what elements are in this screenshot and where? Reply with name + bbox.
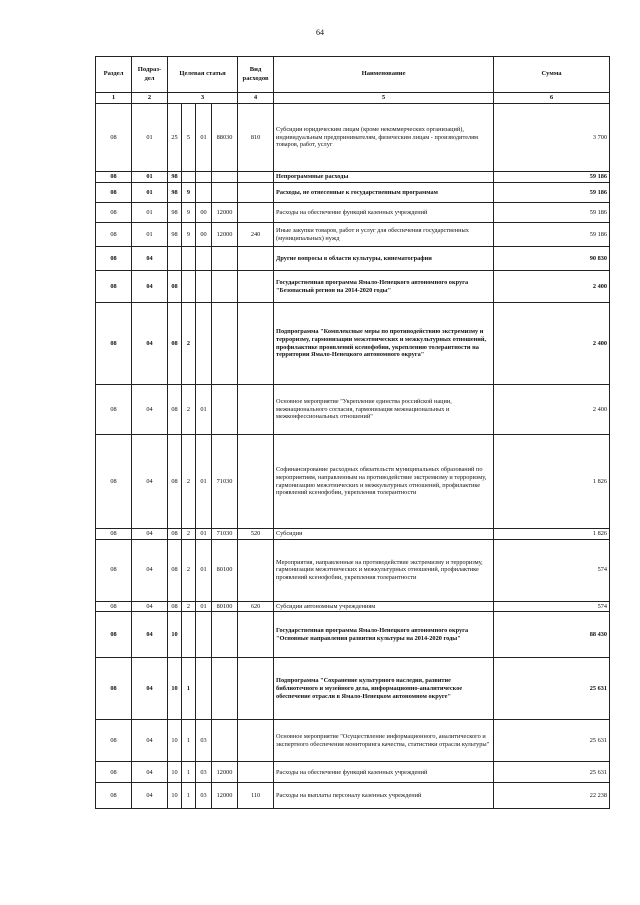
expense-type-cell: 240 — [238, 223, 274, 247]
expense-type-cell — [238, 183, 274, 203]
expense-type-cell — [238, 762, 274, 783]
table-row — [96, 223, 610, 247]
sum-cell: 574 — [494, 539, 610, 601]
target-measure-cell: 03 — [196, 762, 212, 783]
target-program-cell: 98 — [168, 172, 182, 183]
target-program-cell: 08 — [168, 601, 182, 612]
target-direction-cell: 80100 — [212, 539, 238, 601]
razdel-cell: 08 — [96, 247, 132, 271]
table-row — [96, 435, 610, 529]
expense-type-cell — [238, 435, 274, 529]
podrazdel-cell: 01 — [132, 104, 168, 172]
sum-cell: 59 186 — [494, 223, 610, 247]
target-program-cell: 10 — [168, 783, 182, 809]
podrazdel-cell: 04 — [132, 385, 168, 435]
razdel-cell: 08 — [96, 303, 132, 385]
sum-cell: 2 400 — [494, 303, 610, 385]
name-cell: Другие вопросы в области культуры, кинематографии — [274, 247, 494, 271]
razdel-cell: 08 — [96, 183, 132, 203]
target-subprogram-cell: 2 — [182, 601, 196, 612]
razdel-cell: 08 — [96, 271, 132, 303]
expense-type-cell: 110 — [238, 783, 274, 809]
name-cell: Непрограммные расходы — [274, 172, 494, 183]
target-subprogram-cell: 9 — [182, 183, 196, 203]
target-measure-cell: 03 — [196, 783, 212, 809]
target-direction-cell: 71030 — [212, 529, 238, 540]
podrazdel-cell: 04 — [132, 247, 168, 271]
target-subprogram-cell: 1 — [182, 783, 196, 809]
name-cell: Софинансирование расходных обязательств муниципальных образований по мероприятиям, направленным на противодействие экстремизму и терроризму, гармонизацию межэтнических и межкультурных отношений, профилактике проявлений ксенофобии, укрепления толерантности — [274, 435, 494, 529]
header-name: Наименование — [274, 57, 494, 93]
sum-cell: 1 826 — [494, 435, 610, 529]
name-cell: Подпрограмма "Сохранение культурного наследия, развитие библиотечного и музейного дела, информационно-аналитическое обеспечение отрасли в Ямало-Ненецком автономном округе" — [274, 658, 494, 720]
target-program-cell: 08 — [168, 271, 182, 303]
razdel-cell: 08 — [96, 385, 132, 435]
podrazdel-cell: 04 — [132, 303, 168, 385]
target-program-cell: 08 — [168, 435, 182, 529]
target-direction-cell: 88030 — [212, 104, 238, 172]
table-row — [96, 720, 610, 762]
table-row — [96, 762, 610, 783]
table-row — [96, 783, 610, 809]
target-subprogram-cell: 2 — [182, 303, 196, 385]
target-direction-cell — [212, 720, 238, 762]
table-row — [96, 271, 610, 303]
name-cell: Основное мероприятие "Укрепление единства российской нации, межнационального согласия, гармонизация межнациональных и межконфессиональных отношений" — [274, 385, 494, 435]
podrazdel-cell: 04 — [132, 435, 168, 529]
razdel-cell: 08 — [96, 720, 132, 762]
target-direction-cell — [212, 658, 238, 720]
target-direction-cell: 71030 — [212, 435, 238, 529]
razdel-cell: 08 — [96, 435, 132, 529]
sum-cell: 59 186 — [494, 203, 610, 223]
target-measure-cell: 01 — [196, 385, 212, 435]
name-cell: Субсидии автономным учреждениям — [274, 601, 494, 612]
razdel-cell: 08 — [96, 104, 132, 172]
target-subprogram-cell: 9 — [182, 203, 196, 223]
table-row — [96, 612, 610, 658]
column-number: 5 — [274, 93, 494, 104]
target-direction-cell — [212, 385, 238, 435]
target-subprogram-cell: 2 — [182, 529, 196, 540]
sum-cell: 25 631 — [494, 762, 610, 783]
target-program-cell: 10 — [168, 762, 182, 783]
razdel-cell: 08 — [96, 203, 132, 223]
table-row — [96, 104, 610, 172]
table-row — [96, 539, 610, 601]
target-subprogram-cell — [182, 247, 196, 271]
target-program-cell — [168, 247, 182, 271]
target-measure-cell — [196, 271, 212, 303]
target-subprogram-cell: 5 — [182, 104, 196, 172]
expense-type-cell — [238, 303, 274, 385]
expense-type-cell — [238, 539, 274, 601]
target-measure-cell: 00 — [196, 203, 212, 223]
target-subprogram-cell: 9 — [182, 223, 196, 247]
name-cell: Расходы на обеспечение функций казенных учреждений — [274, 762, 494, 783]
target-program-cell: 25 — [168, 104, 182, 172]
target-direction-cell: 12000 — [212, 762, 238, 783]
target-program-cell: 98 — [168, 223, 182, 247]
header-target-article: Целевая статья — [168, 57, 238, 93]
table-row — [96, 385, 610, 435]
target-program-cell: 08 — [168, 303, 182, 385]
header-razdel: Раздел — [96, 57, 132, 93]
name-cell: Государственная программа Ямало-Ненецкого автономного округа "Безопасный регион на 2014-2020 годы" — [274, 271, 494, 303]
target-program-cell: 08 — [168, 539, 182, 601]
target-direction-cell — [212, 612, 238, 658]
sum-cell: 90 830 — [494, 247, 610, 271]
target-direction-cell: 12000 — [212, 783, 238, 809]
expense-type-cell — [238, 658, 274, 720]
sum-cell: 25 631 — [494, 720, 610, 762]
target-measure-cell: 00 — [196, 223, 212, 247]
target-measure-cell — [196, 303, 212, 385]
podrazdel-cell: 04 — [132, 601, 168, 612]
target-program-cell: 10 — [168, 658, 182, 720]
target-direction-cell: 80100 — [212, 601, 238, 612]
target-direction-cell — [212, 172, 238, 183]
podrazdel-cell: 04 — [132, 720, 168, 762]
name-cell: Иные закупки товаров, работ и услуг для обеспечения государственных (муниципальных) нужд — [274, 223, 494, 247]
column-number: 2 — [132, 93, 168, 104]
header-row — [96, 57, 610, 93]
target-subprogram-cell: 2 — [182, 385, 196, 435]
expense-type-cell — [238, 385, 274, 435]
target-program-cell: 10 — [168, 720, 182, 762]
target-measure-cell: 01 — [196, 104, 212, 172]
name-cell: Субсидии — [274, 529, 494, 540]
sum-cell: 3 700 — [494, 104, 610, 172]
table-row — [96, 247, 610, 271]
column-number: 6 — [494, 93, 610, 104]
razdel-cell: 08 — [96, 762, 132, 783]
target-subprogram-cell: 2 — [182, 539, 196, 601]
target-measure-cell — [196, 183, 212, 203]
table-row — [96, 303, 610, 385]
target-measure-cell — [196, 658, 212, 720]
expense-type-cell: 810 — [238, 104, 274, 172]
target-measure-cell — [196, 247, 212, 271]
podrazdel-cell: 04 — [132, 658, 168, 720]
table-row — [96, 203, 610, 223]
expense-type-cell — [238, 271, 274, 303]
name-cell: Субсидии юридическим лицам (кроме некоммерческих организаций), индивидуальным предпринимателям, физическим лицам - производителям товаров, работ, услуг — [274, 104, 494, 172]
podrazdel-cell: 01 — [132, 223, 168, 247]
razdel-cell: 08 — [96, 172, 132, 183]
target-measure-cell: 01 — [196, 539, 212, 601]
expense-type-cell — [238, 203, 274, 223]
target-program-cell: 98 — [168, 183, 182, 203]
expense-type-cell: 620 — [238, 601, 274, 612]
header-sum: Сумма — [494, 57, 610, 93]
podrazdel-cell: 04 — [132, 271, 168, 303]
name-cell: Основное мероприятие "Осуществление информационного, аналитического и экспертного обеспечения мониторинга качества, статистики отрасли культуры" — [274, 720, 494, 762]
target-measure-cell: 01 — [196, 435, 212, 529]
sum-cell: 88 430 — [494, 612, 610, 658]
table-row — [96, 172, 610, 183]
expense-type-cell — [238, 172, 274, 183]
target-program-cell: 08 — [168, 529, 182, 540]
expense-type-cell — [238, 247, 274, 271]
name-cell: Мероприятия, направленные на противодействие экстремизму и терроризму, гармонизации межэтнических и межкультурных отношений, профилактике проявлений ксенофобии, укрепления толерантности — [274, 539, 494, 601]
target-subprogram-cell — [182, 172, 196, 183]
razdel-cell: 08 — [96, 539, 132, 601]
target-subprogram-cell — [182, 271, 196, 303]
target-program-cell: 98 — [168, 203, 182, 223]
header-podrazdel: Подраз- дел — [132, 57, 168, 93]
podrazdel-cell: 04 — [132, 529, 168, 540]
target-direction-cell: 12000 — [212, 203, 238, 223]
target-subprogram-cell — [182, 612, 196, 658]
sum-cell: 59 186 — [494, 183, 610, 203]
podrazdel-cell: 01 — [132, 183, 168, 203]
sum-cell: 2 400 — [494, 271, 610, 303]
name-cell: Расходы на выплаты персоналу казенных учреждений — [274, 783, 494, 809]
target-direction-cell: 12000 — [212, 223, 238, 247]
target-program-cell: 08 — [168, 385, 182, 435]
podrazdel-cell: 04 — [132, 539, 168, 601]
target-measure-cell: 03 — [196, 720, 212, 762]
column-number: 4 — [238, 93, 274, 104]
target-measure-cell — [196, 172, 212, 183]
target-direction-cell — [212, 271, 238, 303]
target-direction-cell — [212, 247, 238, 271]
sum-cell: 2 400 — [494, 385, 610, 435]
sum-cell: 25 631 — [494, 658, 610, 720]
razdel-cell: 08 — [96, 601, 132, 612]
target-direction-cell — [212, 303, 238, 385]
column-number: 3 — [168, 93, 238, 104]
target-measure-cell — [196, 612, 212, 658]
target-measure-cell: 01 — [196, 529, 212, 540]
sum-cell: 574 — [494, 601, 610, 612]
budget-table — [95, 56, 610, 809]
target-measure-cell: 01 — [196, 601, 212, 612]
table-row — [96, 529, 610, 540]
target-subprogram-cell: 2 — [182, 435, 196, 529]
expense-type-cell — [238, 612, 274, 658]
target-subprogram-cell: 1 — [182, 762, 196, 783]
razdel-cell: 08 — [96, 658, 132, 720]
podrazdel-cell: 01 — [132, 172, 168, 183]
razdel-cell: 08 — [96, 612, 132, 658]
table-row — [96, 601, 610, 612]
target-program-cell: 10 — [168, 612, 182, 658]
header-expense-type: Вид расходов — [238, 57, 274, 93]
razdel-cell: 08 — [96, 223, 132, 247]
razdel-cell: 08 — [96, 529, 132, 540]
column-number: 1 — [96, 93, 132, 104]
podrazdel-cell: 04 — [132, 762, 168, 783]
target-subprogram-cell: 1 — [182, 658, 196, 720]
podrazdel-cell: 01 — [132, 203, 168, 223]
target-direction-cell — [212, 183, 238, 203]
page-number: 64 — [316, 28, 324, 37]
name-cell: Подпрограмма "Комплексные меры по противодействию экстремизму и терроризму, гармонизации межэтнических и межкультурных отношений, профилактике проявлений ксенофобии, укреплению толерантности на территории Ямало-Ненецкого автономного округа" — [274, 303, 494, 385]
expense-type-cell — [238, 720, 274, 762]
expense-type-cell: 520 — [238, 529, 274, 540]
sum-cell: 59 186 — [494, 172, 610, 183]
table-row — [96, 183, 610, 203]
razdel-cell: 08 — [96, 783, 132, 809]
name-cell: Расходы, не отнесенные к государственным программам — [274, 183, 494, 203]
name-cell: Государственная программа Ямало-Ненецкого автономного округа "Основные направления развития культуры на 2014-2020 годы" — [274, 612, 494, 658]
podrazdel-cell: 04 — [132, 783, 168, 809]
column-number-row — [96, 93, 610, 104]
target-subprogram-cell: 1 — [182, 720, 196, 762]
podrazdel-cell: 04 — [132, 612, 168, 658]
table-row — [96, 658, 610, 720]
sum-cell: 1 826 — [494, 529, 610, 540]
name-cell: Расходы на обеспечение функций казенных учреждений — [274, 203, 494, 223]
sum-cell: 22 238 — [494, 783, 610, 809]
